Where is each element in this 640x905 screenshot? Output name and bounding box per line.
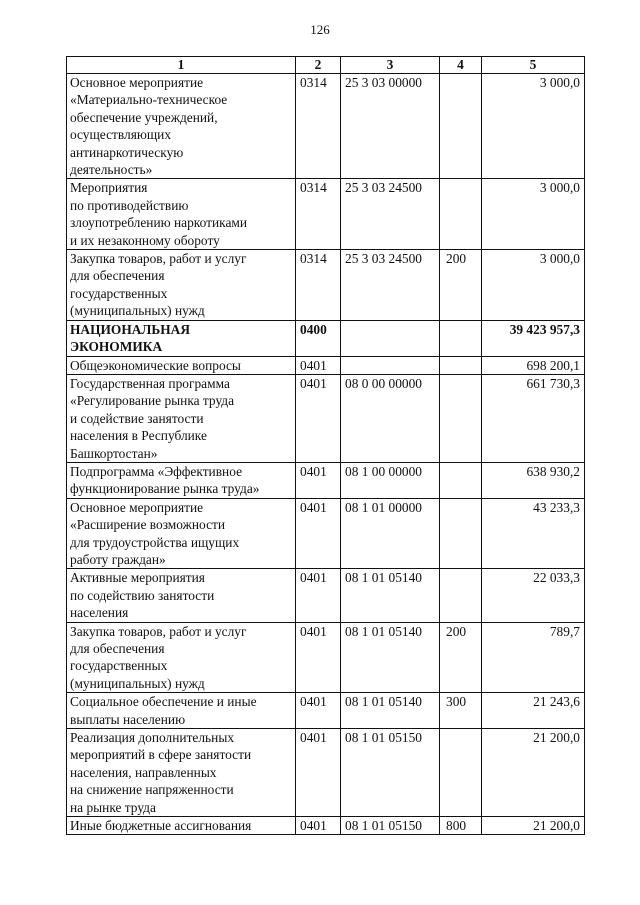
budget-table bbox=[66, 56, 585, 835]
page-number: 126 bbox=[310, 22, 330, 37]
row-expense-type-cell bbox=[440, 356, 482, 374]
row-name-cell: Мероприятия по противодействию злоупотреблению наркотиками и их незаконному обороту bbox=[67, 179, 296, 250]
row-amount-cell: 21 243,6 bbox=[482, 693, 585, 729]
row-expense-type-cell: 800 bbox=[440, 817, 482, 835]
row-amount-cell: 638 930,2 bbox=[482, 462, 585, 498]
table-row bbox=[67, 462, 585, 498]
row-expense-type-cell: 200 bbox=[440, 250, 482, 321]
row-target-article-cell: 08 1 00 00000 bbox=[341, 462, 440, 498]
row-amount-cell: 39 423 957,3 bbox=[482, 320, 585, 356]
row-amount-cell: 3 000,0 bbox=[482, 179, 585, 250]
table-body bbox=[67, 74, 585, 835]
table-row bbox=[67, 622, 585, 693]
row-amount-cell: 21 200,0 bbox=[482, 817, 585, 835]
header-col-4: 4 bbox=[440, 57, 482, 74]
row-section-code-cell: 0314 bbox=[296, 179, 341, 250]
row-target-article-cell: 25 3 03 24500 bbox=[341, 250, 440, 321]
row-expense-type-cell bbox=[440, 179, 482, 250]
row-section-code-cell: 0401 bbox=[296, 462, 341, 498]
table-row bbox=[67, 179, 585, 250]
row-target-article-cell: 08 0 00 00000 bbox=[341, 374, 440, 462]
row-name-cell: Закупка товаров, работ и услуг для обеспечения государственных (муниципальных) нужд bbox=[67, 622, 296, 693]
table-row bbox=[67, 729, 585, 817]
row-target-article-cell: 08 1 01 05150 bbox=[341, 729, 440, 817]
table-row bbox=[67, 74, 585, 179]
table-row bbox=[67, 569, 585, 622]
table-row bbox=[67, 374, 585, 462]
row-section-code-cell: 0401 bbox=[296, 498, 341, 569]
row-name-cell: Основное мероприятие «Материально-техническое обеспечение учреждений, осуществляющих антинаркотическую деятельность» bbox=[67, 74, 296, 179]
row-section-code-cell: 0401 bbox=[296, 729, 341, 817]
row-expense-type-cell bbox=[440, 498, 482, 569]
row-amount-cell: 22 033,3 bbox=[482, 569, 585, 622]
table-row bbox=[67, 693, 585, 729]
row-section-code-cell: 0401 bbox=[296, 569, 341, 622]
row-section-code-cell: 0314 bbox=[296, 74, 341, 179]
row-target-article-cell: 08 1 01 05140 bbox=[341, 693, 440, 729]
table-row bbox=[67, 817, 585, 835]
row-name-cell: Реализация дополнительных мероприятий в сфере занятости населения, направленных на снижение напряженности на рынке труда bbox=[67, 729, 296, 817]
row-amount-cell: 43 233,3 bbox=[482, 498, 585, 569]
row-expense-type-cell: 200 bbox=[440, 622, 482, 693]
table-row bbox=[67, 498, 585, 569]
header-col-2: 2 bbox=[296, 57, 341, 74]
row-name-cell: Социальное обеспечение и иные выплаты населению bbox=[67, 693, 296, 729]
row-name-cell: Общеэкономические вопросы bbox=[67, 356, 296, 374]
row-name-cell: НАЦИОНАЛЬНАЯ ЭКОНОМИКА bbox=[67, 320, 296, 356]
table-row bbox=[67, 250, 585, 321]
row-section-code-cell: 0401 bbox=[296, 622, 341, 693]
table-header-row bbox=[67, 57, 585, 74]
row-target-article-cell bbox=[341, 356, 440, 374]
row-section-code-cell: 0400 bbox=[296, 320, 341, 356]
row-name-cell: Государственная программа «Регулирование рынка труда и содействие занятости населения в Республике Башкортостан» bbox=[67, 374, 296, 462]
row-expense-type-cell bbox=[440, 569, 482, 622]
row-section-code-cell: 0401 bbox=[296, 374, 341, 462]
row-section-code-cell: 0401 bbox=[296, 356, 341, 374]
row-amount-cell: 698 200,1 bbox=[482, 356, 585, 374]
header-col-3: 3 bbox=[341, 57, 440, 74]
row-name-cell: Иные бюджетные ассигнования bbox=[67, 817, 296, 835]
row-amount-cell: 21 200,0 bbox=[482, 729, 585, 817]
row-expense-type-cell bbox=[440, 374, 482, 462]
row-name-cell: Активные мероприятия по содействию занятости населения bbox=[67, 569, 296, 622]
row-expense-type-cell bbox=[440, 462, 482, 498]
row-name-cell: Подпрограмма «Эффективное функционирование рынка труда» bbox=[67, 462, 296, 498]
row-expense-type-cell: 300 bbox=[440, 693, 482, 729]
row-target-article-cell: 08 1 01 00000 bbox=[341, 498, 440, 569]
row-target-article-cell bbox=[341, 320, 440, 356]
row-target-article-cell: 08 1 01 05140 bbox=[341, 569, 440, 622]
header-col-5: 5 bbox=[482, 57, 585, 74]
row-target-article-cell: 25 3 03 00000 bbox=[341, 74, 440, 179]
row-expense-type-cell bbox=[440, 729, 482, 817]
row-expense-type-cell bbox=[440, 74, 482, 179]
table-row bbox=[67, 356, 585, 374]
row-amount-cell: 3 000,0 bbox=[482, 74, 585, 179]
row-amount-cell: 3 000,0 bbox=[482, 250, 585, 321]
row-target-article-cell: 08 1 01 05150 bbox=[341, 817, 440, 835]
row-target-article-cell: 25 3 03 24500 bbox=[341, 179, 440, 250]
row-amount-cell: 789,7 bbox=[482, 622, 585, 693]
table-row bbox=[67, 320, 585, 356]
row-section-code-cell: 0401 bbox=[296, 693, 341, 729]
row-target-article-cell: 08 1 01 05140 bbox=[341, 622, 440, 693]
row-section-code-cell: 0401 bbox=[296, 817, 341, 835]
header-col-1: 1 bbox=[67, 57, 296, 74]
row-amount-cell: 661 730,3 bbox=[482, 374, 585, 462]
row-name-cell: Основное мероприятие «Расширение возможности для трудоустройства ищущих работу граждан» bbox=[67, 498, 296, 569]
row-section-code-cell: 0314 bbox=[296, 250, 341, 321]
row-expense-type-cell bbox=[440, 320, 482, 356]
row-name-cell: Закупка товаров, работ и услуг для обеспечения государственных (муниципальных) нужд bbox=[67, 250, 296, 321]
